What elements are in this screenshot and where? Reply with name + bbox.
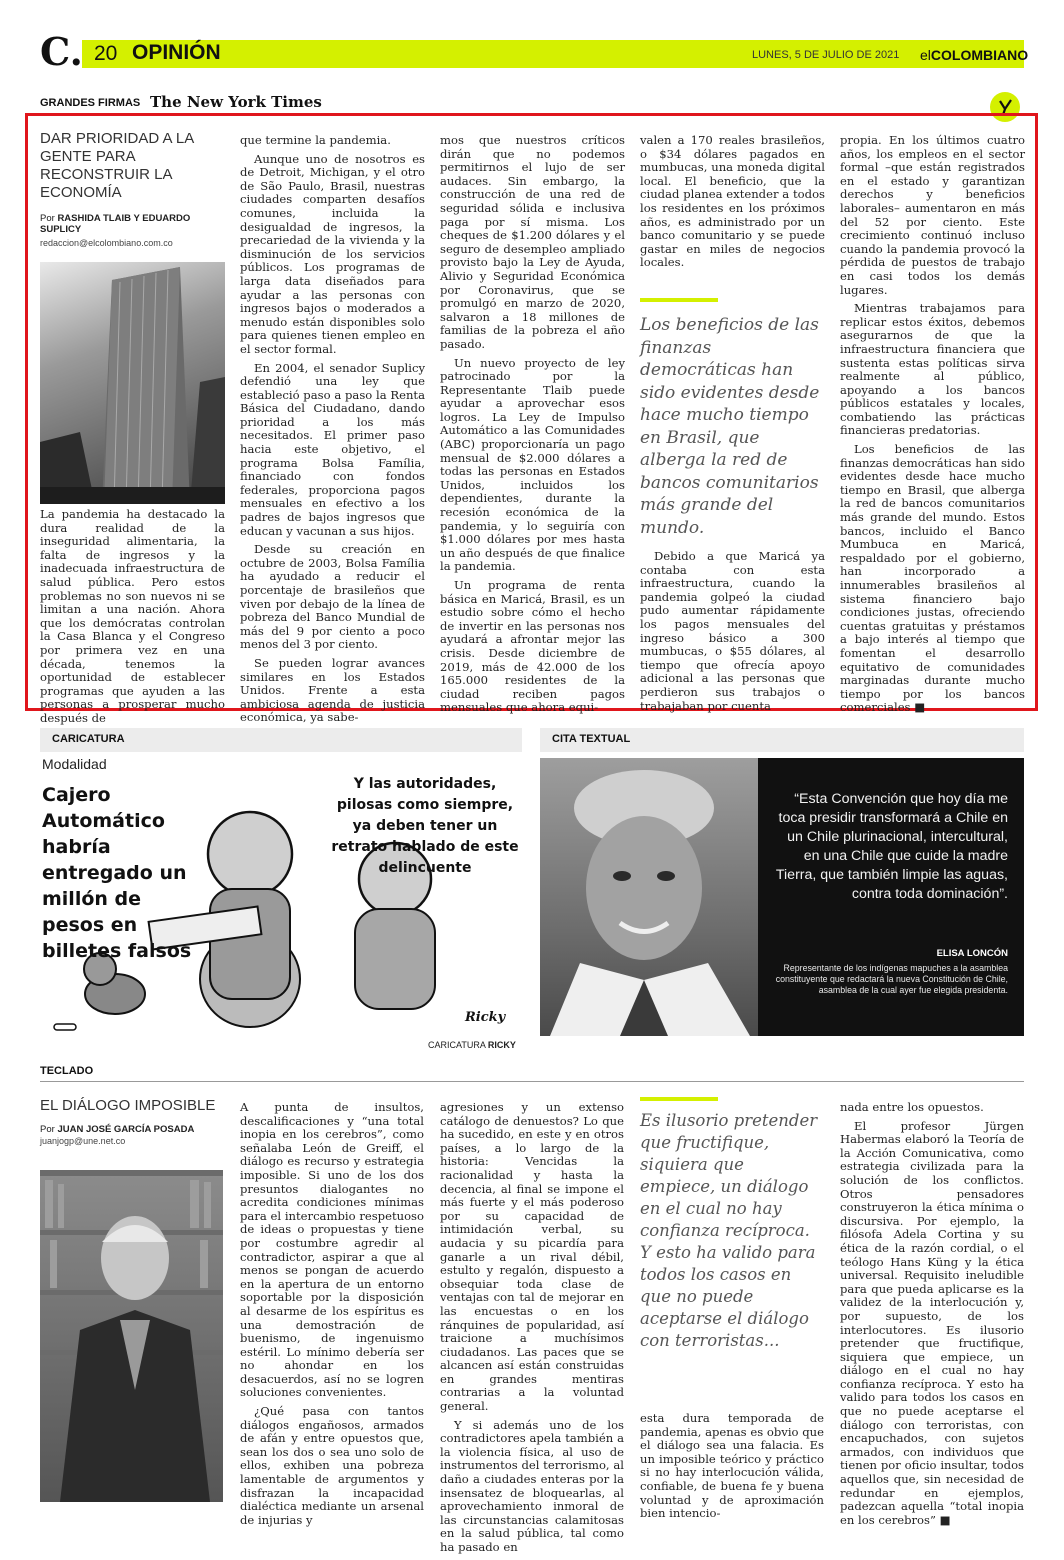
- article-column-5: [840, 134, 1025, 720]
- byline-authors: RASHIDA TLAIB Y EDUARDO SUPLICY: [40, 213, 191, 235]
- caricatura-label: CARICATURA: [52, 733, 125, 745]
- article-headline[interactable]: DAR PRIORIDAD A LA GENTE PARA RECONSTRUIR LA ECONOMÍA: [40, 130, 194, 201]
- teclado-column-2: [440, 1101, 624, 1560]
- byline-prefix: Por: [40, 1124, 55, 1135]
- article-column-1: [40, 508, 225, 731]
- nyt-building-photo: [40, 262, 225, 504]
- brand-logo[interactable]: [920, 47, 1028, 63]
- article-column-3: [440, 134, 625, 720]
- paragraph: nada entre los opuestos.: [840, 1100, 984, 1114]
- paragraph: Los beneficios de las finanzas democráticas han sido evidentes desde hace mucho tiempo en Brasil, que alberga la red de bancos comunitarios más grande del mundo. Estos bancos, incluido el Banco Mumbuca en Maricá, respaldado por el gobierno, han incorporado a innumerables brasileños al sistema financiero bajo condiciones justas, ofreciendo cuentas gratuitas y préstamos a bajo interés al tiempo que fomentan el desarrollo equitativo de comunidades marginadas durante mucho tiempo por los bancos comerciales ■: [840, 442, 1025, 715]
- paragraph: Mientras trabajamos para replicar estos éxitos, debemos asegurarnos de que la infraestructura financiera que sustenta estas políticas sirva realmente al público, apoyando a los bancos públicos estatales y locales, combatiendo las prácticas financieras predatorias.: [840, 301, 1025, 438]
- article-byline: [40, 213, 220, 235]
- paragraph: La pandemia ha destacado la dura realidad de la inseguridad alimentaria, la falta de ingresos y la inadecuada infraestructura de salud pública. Pero estos problemas no son nuevos ni se limitan a una nación. Ahora que los demócratas controlan la Casa Blanca y el Congreso por primera vez en una década, tenemos la oportunidad de establecer programas que ayuden a las personas a prosperar mucho después de: [40, 507, 225, 725]
- cartoon-illustration[interactable]: [40, 774, 522, 1036]
- cartoon-credit: [428, 1040, 516, 1050]
- cartoonist-signature: Ricky: [465, 1010, 506, 1025]
- cita-author: ELISA LONCÓN: [936, 948, 1008, 959]
- paragraph: Desde su creación en octubre de 2003, Bolsa Família ha ayudado a reducir el porcentaje de brasileños que viven por debajo de la línea de pobreza del Banco Mundial de más del 9 por ciento a poco menos del 3 por ciento.: [240, 542, 425, 652]
- paragraph: En 2004, el senador Suplicy defendió una ley que estableció paso a paso la Renta Básica del Ciudadano, dando prioridad a los más necesitados. El primer paso hacia este objetivo, el programa Bolsa Família, financiado con fondos federales, proporciona pagos mensuales en efectivo a los padres de bajos ingresos que educan y vacunan a sus hijos.: [240, 360, 425, 538]
- page-header: [40, 29, 1029, 74]
- paragraph: valen a 170 reales brasileños, o $34 dólares pagados en mumbucas, una moneda digital local. El beneficio, que la ciudad planea extender a todos los residentes en los próximos años, es administrado por un banco comunitario y se puede gastar en miles de negocios locales.: [640, 133, 825, 270]
- paragraph: Se pueden lograr avances similares en los Estados Unidos. Frente a esta ambiciosa agenda de justicia económica, ya sabe-: [240, 655, 425, 725]
- teclado-pull-quote-rule: [640, 1097, 718, 1101]
- paragraph: propia. En los últimos cuatro años, los empleos en el sector formal –que están registrados en el estado y garantizan derechos y beneficios laborales– aumentaron en más del 52 por ciento. Este crecimiento continuó incluso cuando la pandemia provocó la pérdida de puestos de trabajo en casi todos los demás lugares.: [840, 133, 1025, 297]
- speech-text-right: Y las autoridades, pilosas como siempre, ya deben tener un retrato hablado de este delincuente: [331, 776, 519, 876]
- cita-label-bar: [540, 728, 1024, 752]
- caricatura-label-bar: [40, 728, 522, 752]
- byline-prefix: Por: [40, 213, 55, 224]
- paragraph: A punta de insultos, descalificaciones y “una total inopia en los cerebros”, como señalaba León de Greiff, el diálogo es recurso y estrategia imposible. Si uno de los dos presuntos dialogantes no acredita condiciones mínimas para el intercambio respetuoso de ideas o propuestas y tiene por costumbre agredir al contradictor, aspirar a que al menos se pongan de acuerdo en la apertura de un entorno soportable por la disposición al desarme de los espíritus es una demostración de buenismo, de ingenuismo estéril. Lo mínimo debería ser no ahondar en los desacuerdos, así no se logren soluciones convenientes.: [240, 1100, 424, 1400]
- teclado-rule: [40, 1081, 1024, 1082]
- section-title: OPINIÓN: [132, 41, 221, 64]
- paragraph: mos que nuestros críticos dirán que no podemos permitirnos el lujo de ser audaces. Sin embargo, la construcción de una red de seguridad sólida e inclusiva paga por sí misma. Los cheques de $1.200 dólares y el seguro de desempleo ampliado provisto bajo la Ley de Ayuda, Alivio y Seguridad Económica por Coronavirus, que se promulgó en marzo de 2020, salvaron a 18 millones de familias de la pobreza el año pasado.: [440, 133, 625, 351]
- speech-text-left: Cajero Automático habría entregado un millón de pesos en billetes falsos: [42, 784, 192, 962]
- cita-author-description: Representante de los indígenas mapuches a la asamblea constituyente que redactará la nueva Constitución de Chile, asamblea de la cual ayer fue elegida presidenta.: [775, 963, 1008, 995]
- credit-name: RICKY: [487, 1040, 516, 1050]
- pull-quote: Los beneficios de las finanzas democráticas han sido evidentes desde hace mucho tiempo en Brasil, que alberga la red de bancos comunitarios más grande del mundo.: [640, 315, 820, 538]
- teclado-column-3: [640, 1412, 824, 1526]
- paragraph: agresiones y un extenso catálogo de denuestos? Lo que ha sucedido, en este y en otros países, a lo largo de la historia: Vencidas la racionalidad y hasta la decencia, al final se impone el más fuerte y el más poderoso por su capacidad de intimidación verbal, su audacia y su picardía para ganarle a un rival débil, estulto y regalón, dispuesto a obsequiar toda clase de ventajas con tal de mejorar en las encuestas o en los ránquines de popularidad, así traicione a muchísimos ciudadanos. Las paces que se alcancen así están construidas en grandes mentiras contrarias a la voluntad general.: [440, 1100, 624, 1414]
- teclado-column-4: [840, 1101, 1024, 1532]
- paragraph: El profesor Jürgen Habermas elaboró la Teoría de la Acción Comunicativa, como estrategia civilizada para la solución de los conflictos. Otros pensadores construyeron la ética mínima o discursiva. Por ejemplo, la filósofa Adela Cortina y su ética de la razón cordial, o el teólogo Hans Küng y la ética universal. Requisito ineludible para que pueda aplicarse es la validez de la interlocución y, por supuesto, de los interlocutores. Es ilusorio pretender que fructifique, siquiera que empiece, un diálogo en el cual no hay confianza recíproca. Y esto ha valido para todos los casos en que no puede aceptarse el diálogo con terroristas, con encapuchados, con sujetos armados, con individuos que tienen por oficio insultar, todos aquellos que, sin necesidad de redundar en ejemplos, padezcan aquella “total inopia en los cerebros” ■: [840, 1118, 1024, 1527]
- teclado-label: TECLADO: [40, 1065, 94, 1077]
- paragraph: esta dura temporada de pandemia, apenas es obvio que el diálogo sea una falacia. Es un imposible teórico y práctico si no hay interlocución válida, confiable, de buena fe y buena voluntad y de aproximación bien intenciο-: [640, 1411, 824, 1521]
- article-email[interactable]: redaccion@elcolombiano.com.co: [40, 238, 173, 248]
- cita-quote: “Esta Convención que hoy día me toca presidir transformará a Chile en un Chile plurinacional, intercultural, en una Chile que cuide la madre Tierra, que también limpie las aguas, contra toda dominación”.: [775, 791, 1008, 902]
- author-photo: [40, 1170, 223, 1502]
- article-column-4-bottom: [640, 550, 825, 718]
- credit-prefix: CARICATURA: [428, 1040, 486, 1050]
- brand-prefix: el: [920, 47, 931, 63]
- article-column-4: [640, 134, 825, 275]
- article-column-2: [240, 134, 425, 730]
- paragraph: Aunque uno de nosotros es de Detroit, Michigan, y el otro de São Paulo, Brasil, nuestras ciudades comparten desafíos comunes, incluida la desigualdad de ingresos, la precariedad de la vivienda y la disminución de los servicios públicos. Los programas de larga data diseñados para ayudar a las personas con ingresos bajos o moderados a menudo están disponibles solo para quienes tienen empleo en el sector formal.: [240, 151, 425, 356]
- paragraph: ¿Qué pasa con tantos diálogos engañosos, armados de afán y entre opuestos que, sean los dos o sea uno solo de ellos, exhiben una pobreza lamentable de argumentos y disfrazan la incapacidad dialéctica mediante un arsenal de injurias y: [240, 1404, 424, 1527]
- page-number: 20: [94, 42, 118, 65]
- paragraph: que termine la pandemia.: [240, 133, 391, 147]
- cita-box: [540, 758, 1024, 1036]
- paragraph: Un nuevo proyecto de ley patrocinado por la Representante Tlaib puede ayudar a aprovechar esos logros. La Ley de Impulso Automático a las Comunidades (ABC) proporcionaría un pago mensual de $2.000 dólares a todas las personas en Estados Unidos, incluidos los dependientes, durante la recesión económica de la pandemia, y lo seguiría con $1.000 dólares por mes hasta un año después de que finalice la pandemia.: [440, 355, 625, 574]
- cita-label: CITA TEXTUAL: [552, 733, 631, 745]
- portrait-photo: [540, 758, 758, 1036]
- paragraph: Y si además uno de los contradictores apela también a la violencia física, al uso de instrumentos del terrorismo, al daño a ciudades enteras por la insensatez de bloquearlas, al aprovechamiento inmoral de las circunstancias calamitosas en la salud pública, tal como ha pasado en: [440, 1417, 624, 1554]
- header-date: LUNES, 5 DE JULIO DE 2021: [752, 49, 900, 61]
- logo[interactable]: C.: [40, 29, 83, 74]
- nyt-partner-logo: The New York Times: [150, 93, 322, 111]
- brand-name: COLOMBIANO: [930, 47, 1029, 63]
- teclado-pull-quote: Es ilusorio pretender que fructifique, siquiera que empiece, un diálogo en el cual no hay confianza recíproca. Y esto ha valido para todos los casos en que no puede aceptarse el diálogo con terroristas...: [640, 1111, 818, 1350]
- paragraph: Un programa de renta básica en Maricá, Brasil, es un estudio sobre cómo el hecho de invertir en las personas nos ayudará a afrontar mejor las crisis. Desde diciembre de 2019, más de 42.000 de los 165.000 residentes de la ciudad reciben pagos mensuales que ahora equi-: [440, 578, 625, 715]
- pull-quote-rule: [640, 298, 718, 302]
- teclado-headline[interactable]: EL DIÁLOGO IMPOSIBLE: [40, 1097, 216, 1114]
- teclado-column-1: [240, 1101, 424, 1532]
- grandes-firmas-label: GRANDES FIRMAS: [40, 97, 141, 109]
- teclado-byline: [40, 1124, 194, 1135]
- paragraph: Debido a que Maricá ya contaba con esta infraestructura, cuando la pandemia golpeó la ciudad pudo aumentar rápidamente los pagos mensuales del ingreso básico a 300 mumbucas, o $55 dólares, al tiempo que ofrecía apoyo adicional a las personas que perdieron sus trabajos o trabajaban por cuenta: [640, 549, 825, 713]
- byline-author: JUAN JOSÉ GARCÍA POSADA: [57, 1124, 195, 1135]
- teclado-email[interactable]: juanjogp@une.net.co: [40, 1136, 126, 1146]
- cartoon-title: Modalidad: [42, 756, 107, 772]
